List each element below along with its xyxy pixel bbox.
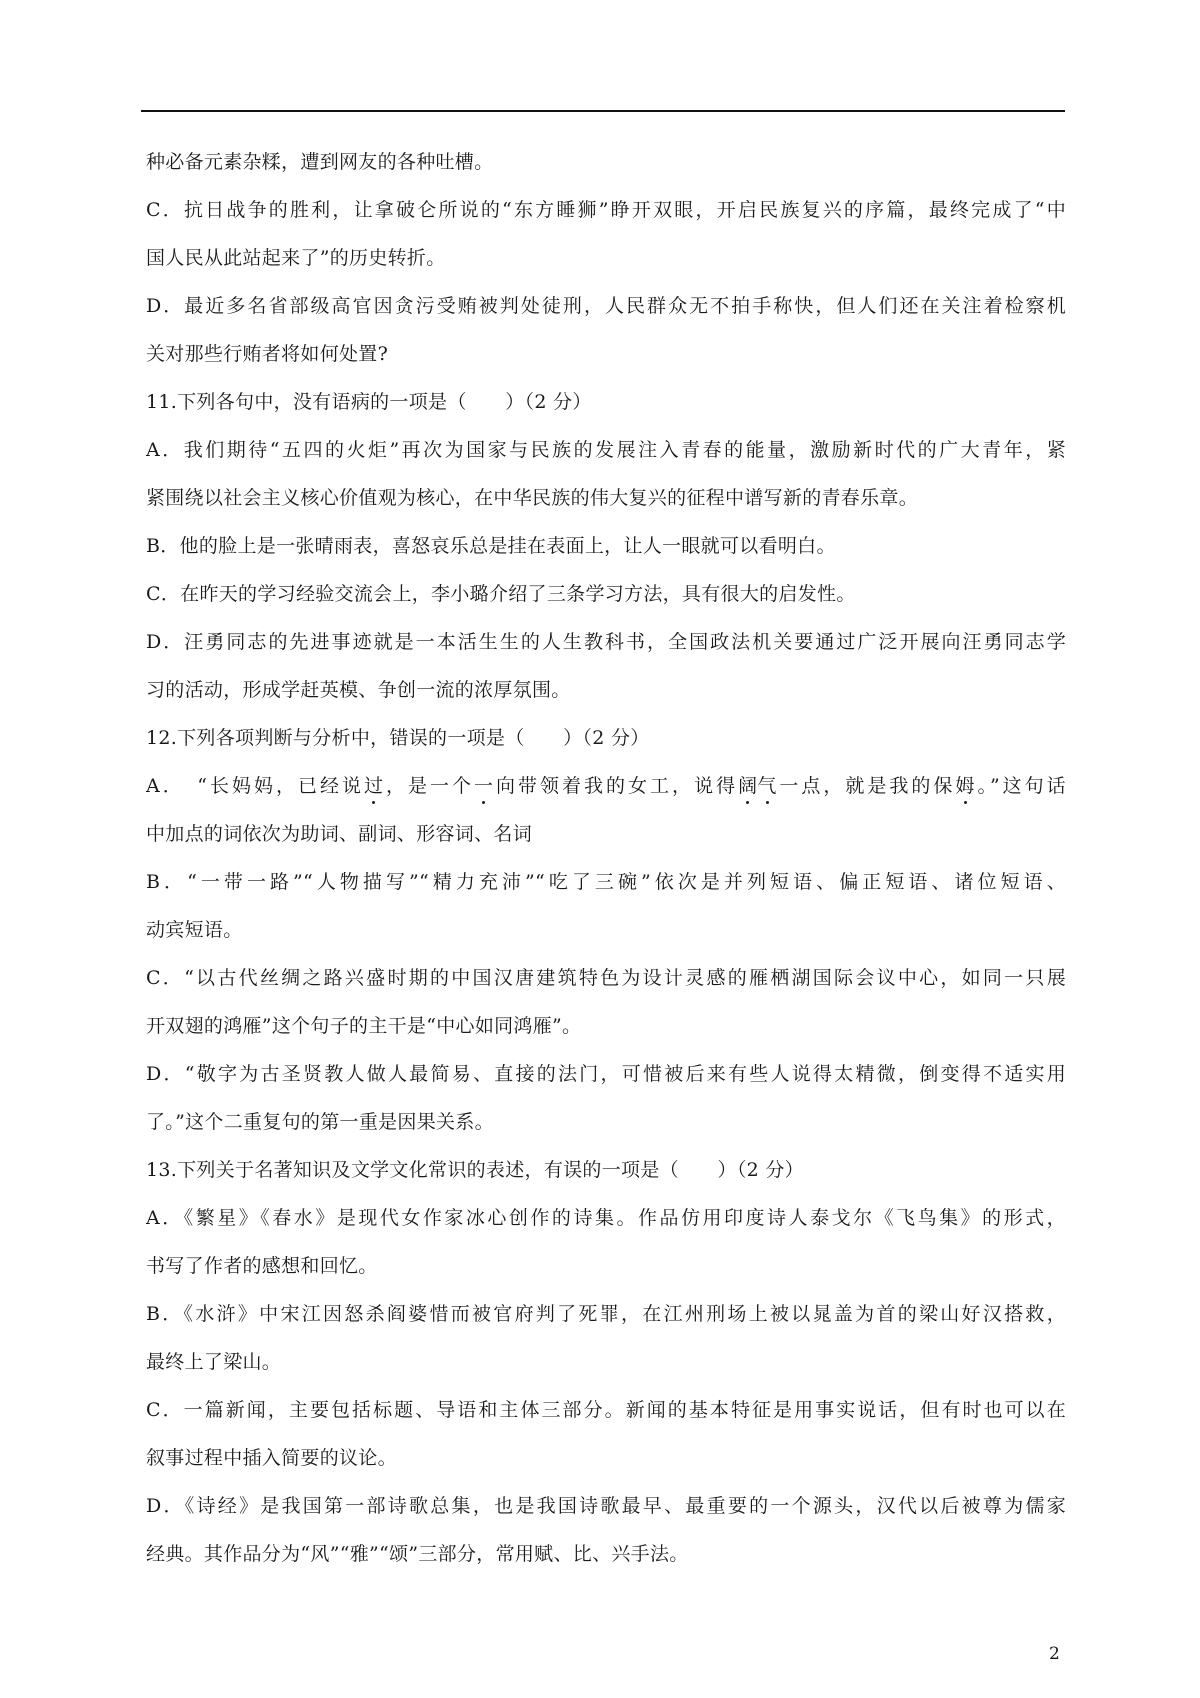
text-line: 叙事过程中插入简要的议论。 [146,1447,397,1469]
text-segment: 向带领着我的女工，说得 [493,775,739,797]
document-body [146,150,1066,1590]
text-line: 关对那些行贿者将如何处置? [146,343,389,365]
text-line: C．“以古代丝绸之路兴盛时期的中国汉唐建筑特色为设计灵感的雁栖湖国际会议中心，如同一只展 [146,967,1066,989]
text-line: 国人民从此站起来了”的历史转折。 [146,247,446,269]
text-line: 种必备元素杂糅，遭到网友的各种吐槽。 [146,151,494,173]
text-line: D．最近多名省部级高官因贪污受贿被判处徒刑，人民群众无不拍手称快，但人们还在关注着检察机 [146,295,1066,317]
emphasized-word: 一 [474,775,494,797]
page-number: 2 [1049,1644,1060,1664]
emphasized-word: 过 [363,775,384,797]
text-line: D．《诗经》是我国第一部诗歌总集，也是我国诗歌最早、最重要的一个源头，汉代以后被尊为儒家 [146,1495,1066,1517]
text-line: 紧围绕以社会主义核心价值观为核心，在中华民族的伟大复兴的征程中谱写新的青春乐章。 [146,487,919,509]
emphasized-word: 阔 [738,775,758,797]
text-line: 动宾短语。 [146,919,243,941]
header-rule [141,110,1065,112]
question-heading: 11.下列各句中，没有语病的一项是（ ）（2 分） [146,391,592,413]
text-line: C．抗日战争的胜利，让拿破仑所说的“东方睡狮”睁开双眼，开启民族复兴的序篇，最终完成了“中 [146,199,1066,221]
text-line: 习的活动，形成学赶英模、争创一流的浓厚氛围。 [146,679,571,701]
text-line: D．“敬字为古圣贤教人做人最简易、直接的法门，可惜被后来有些人说得太精微，倒变得不适实用 [146,1063,1066,1085]
text-line: B．他的脸上是一张晴雨表，喜怒哀乐总是挂在表面上，让人一眼就可以看明白。 [146,535,836,557]
text-line-emphasis [146,774,1066,798]
text-line: A．我们期待“五四的火炬”再次为国家与民族的发展注入青春的能量，激励新时代的广大青年，紧 [146,439,1066,461]
text-line: 中加点的词依次为助词、副词、形容词、名词 [146,823,533,845]
emphasized-word: 气 [757,775,777,797]
text-segment: 一点，就是我的保 [776,775,956,797]
text-line: B．《水浒》中宋江因怒杀阎婆惜而被官府判了死罪，在江州刑场上被以晁盖为首的梁山好汉搭救， [146,1303,1066,1325]
text-segment: 。”这句话 [974,775,1066,797]
text-segment: ，是一个 [383,775,475,797]
text-segment: A． “长妈妈，已经说 [146,775,364,797]
text-line: A．《繁星》《春水》是现代女作家冰心创作的诗集。作品仿用印度诗人泰戈尔《飞鸟集》的形式， [146,1207,1066,1229]
question-heading: 12.下列各项判断与分析中，错误的一项是（ ）（2 分） [146,727,650,749]
emphasized-word: 姆 [955,775,975,797]
text-line: 开双翅的鸿雁”这个句子的主干是“中心如同鸿雁”。 [146,1015,582,1037]
text-line: 书写了作者的感想和回忆。 [146,1255,378,1277]
text-line: 了。”这个二重复句的第一重是因果关系。 [146,1111,494,1133]
text-line: B．“一带一路”“人物描写”“精力充沛”“吃了三碗”依次是并列短语、偏正短语、诸位短语、 [146,871,1066,893]
text-line: 最终上了梁山。 [146,1351,282,1373]
question-heading: 13.下列关于名著知识及文学文化常识的表述，有误的一项是（ ）（2 分） [146,1159,804,1181]
text-line: C．在昨天的学习经验交流会上，李小璐介绍了三条学习方法，具有很大的启发性。 [146,583,856,605]
text-line: C．一篇新闻，主要包括标题、导语和主体三部分。新闻的基本特征是用事实说话，但有时也可以在 [146,1399,1066,1421]
text-line: D．汪勇同志的先进事迹就是一本活生生的人生教科书，全国政法机关要通过广泛开展向汪勇同志学 [146,631,1066,653]
text-line: 经典。其作品分为“风”“雅”“颂”三部分，常用赋、比、兴手法。 [146,1543,689,1565]
